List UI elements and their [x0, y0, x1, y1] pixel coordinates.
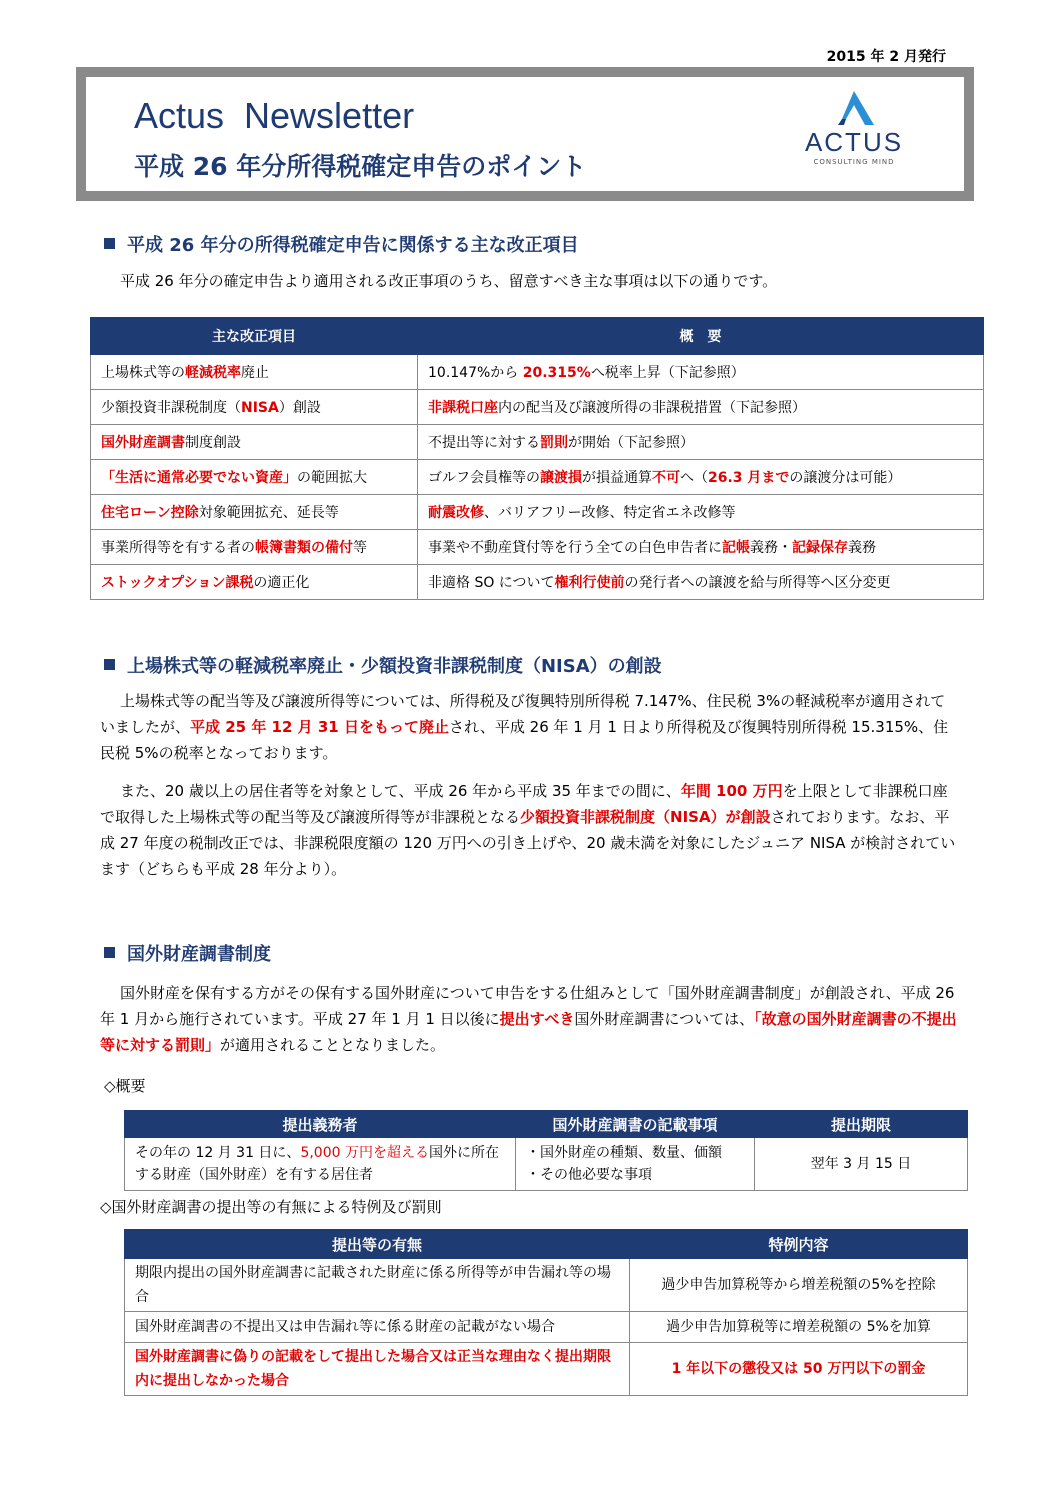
column-header: 提出義務者 — [125, 1111, 516, 1138]
section2-paragraph-2: また、20 歳以上の居住者等を対象として、平成 26 年から平成 35 年までの間に、年間 100 万円を上限として非課税口座で取得した上場株式等の配当等及び譲渡所得等が非課税となる少額投資非課税制度（NISA）が創設されております。なお、平成 27 年度の税制改正では、非課税限度額の 120 万円への引き上げや、20 歳未満を対象にしたジュニア NISA が検討されています（どちらも平成 28 年分より）。 — [100, 782, 956, 878]
table-row — [91, 460, 984, 495]
table-row — [91, 495, 984, 530]
table-row — [91, 425, 984, 460]
penalty-label: ◇国外財産調書の提出等の有無による特例及び罰則 — [100, 1198, 442, 1216]
overview-label: ◇概要 — [104, 1077, 146, 1095]
revision-summary-cell: 事業や不動産貸付等を行う全ての白色申告者に記帳義務・記録保存義務 — [418, 530, 984, 565]
revision-summary-cell: 10.147%から 20.315%へ税率上昇（下記参照） — [418, 355, 984, 390]
revision-item-cell: 少額投資非課税制度（NISA）創設 — [91, 390, 418, 425]
revision-item-cell: 「生活に通常必要でない資産」の範囲拡大 — [91, 460, 418, 495]
column-header: 国外財産調書の記載事項 — [516, 1111, 755, 1138]
effect-cell: 1 年以下の懲役又は 50 万円以下の罰金 — [630, 1343, 968, 1396]
section1-heading: 平成 26 年分の所得税確定申告に関係する主な改正項目 — [104, 231, 579, 257]
revision-summary-cell: ゴルフ会員権等の譲渡損が損益通算不可へ（26.3 月までの譲渡分は可能） — [418, 460, 984, 495]
newsletter-title: Actus Newsletter — [134, 95, 415, 136]
revision-table — [90, 317, 984, 600]
section3-paragraph: 国外財産を保有する方がその保有する国外財産について申告をする仕組みとして「国外財産調書制度」が創設され、平成 26 年 1 月から施行されています。平成 27 年 1 月 1 日以後に提出すべき国外財産調書については、「故意の国外財産調書の不提出等に対する罰則」が適用されることとなりました。 — [100, 984, 957, 1054]
column-header: 概 要 — [418, 318, 984, 355]
section1-intro: 平成 26 年分の確定申告より適用される改正事項のうち、留意すべき主な事項は以下の通りです。 — [120, 272, 778, 290]
section2-paragraph-1: 上場株式等の配当等及び譲渡所得等については、所得税及び復興特別所得税 7.147%、住民税 3%の軽減税率が適用されていましたが、平成 25 年 12 月 31 日をもって廃止され、平成 26 年 1 月 1 日より所得税及び復興特別所得税 15.315%、住民税 5%の税率となっております。 — [100, 692, 949, 762]
actus-logo — [794, 91, 914, 191]
column-header: 提出期限 — [755, 1111, 968, 1138]
logo-word: ACTUS — [804, 127, 904, 157]
section2-heading: 上場株式等の軽減税率廃止・少額投資非課税制度（NISA）の創設 — [104, 652, 662, 678]
revision-item-cell: 国外財産調書制度創設 — [91, 425, 418, 460]
section3-heading: 国外財産調書制度 — [104, 940, 271, 966]
column-header: 提出等の有無 — [125, 1230, 630, 1259]
revision-summary-cell: 非課税口座内の配当及び譲渡所得の非課税措置（下記参照） — [418, 390, 984, 425]
square-bullet-icon — [104, 947, 115, 958]
revision-item-cell: 上場株式等の軽減税率廃止 — [91, 355, 418, 390]
issue-date: 2015 年 2 月発行 — [826, 49, 946, 65]
penalty-table — [124, 1229, 968, 1396]
revision-summary-cell: 耐震改修、バリアフリー改修、特定省エネ改修等 — [418, 495, 984, 530]
newsletter-header — [76, 67, 974, 201]
revision-item-cell: 事業所得等を有する者の帳簿書類の備付等 — [91, 530, 418, 565]
overview-table — [124, 1110, 968, 1191]
table-row — [91, 565, 984, 600]
column-header: 主な改正項目 — [91, 318, 418, 355]
table-row — [91, 390, 984, 425]
table-row — [125, 1138, 968, 1191]
newsletter-subtitle: 平成 26 年分所得税確定申告のポイント — [134, 152, 587, 181]
table-row — [91, 530, 984, 565]
logo-tagline: CONSULTING MIND — [813, 158, 895, 166]
table-row — [125, 1343, 968, 1396]
case-cell: 国外財産調書に偽りの記載をして提出した場合又は正当な理由なく提出期限内に提出しなかった場合 — [125, 1343, 630, 1396]
case-cell: 国外財産調書の不提出又は申告漏れ等に係る財産の記載がない場合 — [125, 1312, 630, 1343]
revision-summary-cell: 不提出等に対する罰則が開始（下記参照） — [418, 425, 984, 460]
table-row — [125, 1259, 968, 1312]
effect-cell: 過少申告加算税等に増差税額の 5%を加算 — [630, 1312, 968, 1343]
effect-cell: 過少申告加算税等から増差税額の5%を控除 — [630, 1259, 968, 1312]
case-cell: 期限内提出の国外財産調書に記載された財産に係る所得等が申告漏れ等の場合 — [125, 1259, 630, 1312]
table-row — [125, 1312, 968, 1343]
revision-item-cell: 住宅ローン控除対象範囲拡充、延長等 — [91, 495, 418, 530]
revision-summary-cell: 非適格 SO について権利行使前の発行者への譲渡を給与所得等へ区分変更 — [418, 565, 984, 600]
column-header: 特例内容 — [630, 1230, 968, 1259]
square-bullet-icon — [104, 238, 115, 249]
square-bullet-icon — [104, 659, 115, 670]
revision-item-cell: ストックオプション課税の適正化 — [91, 565, 418, 600]
table-row — [91, 355, 984, 390]
logo-mark-icon — [834, 91, 874, 125]
obligor-cell: その年の 12 月 31 日に、5,000 万円を超える国外に所在する財産（国外財産）を有する居住者 — [125, 1138, 516, 1191]
deadline-cell: 翌年 3 月 15 日 — [755, 1138, 968, 1191]
items-cell: ・国外財産の種類、数量、価額 ・その他必要な事項 — [516, 1138, 755, 1191]
